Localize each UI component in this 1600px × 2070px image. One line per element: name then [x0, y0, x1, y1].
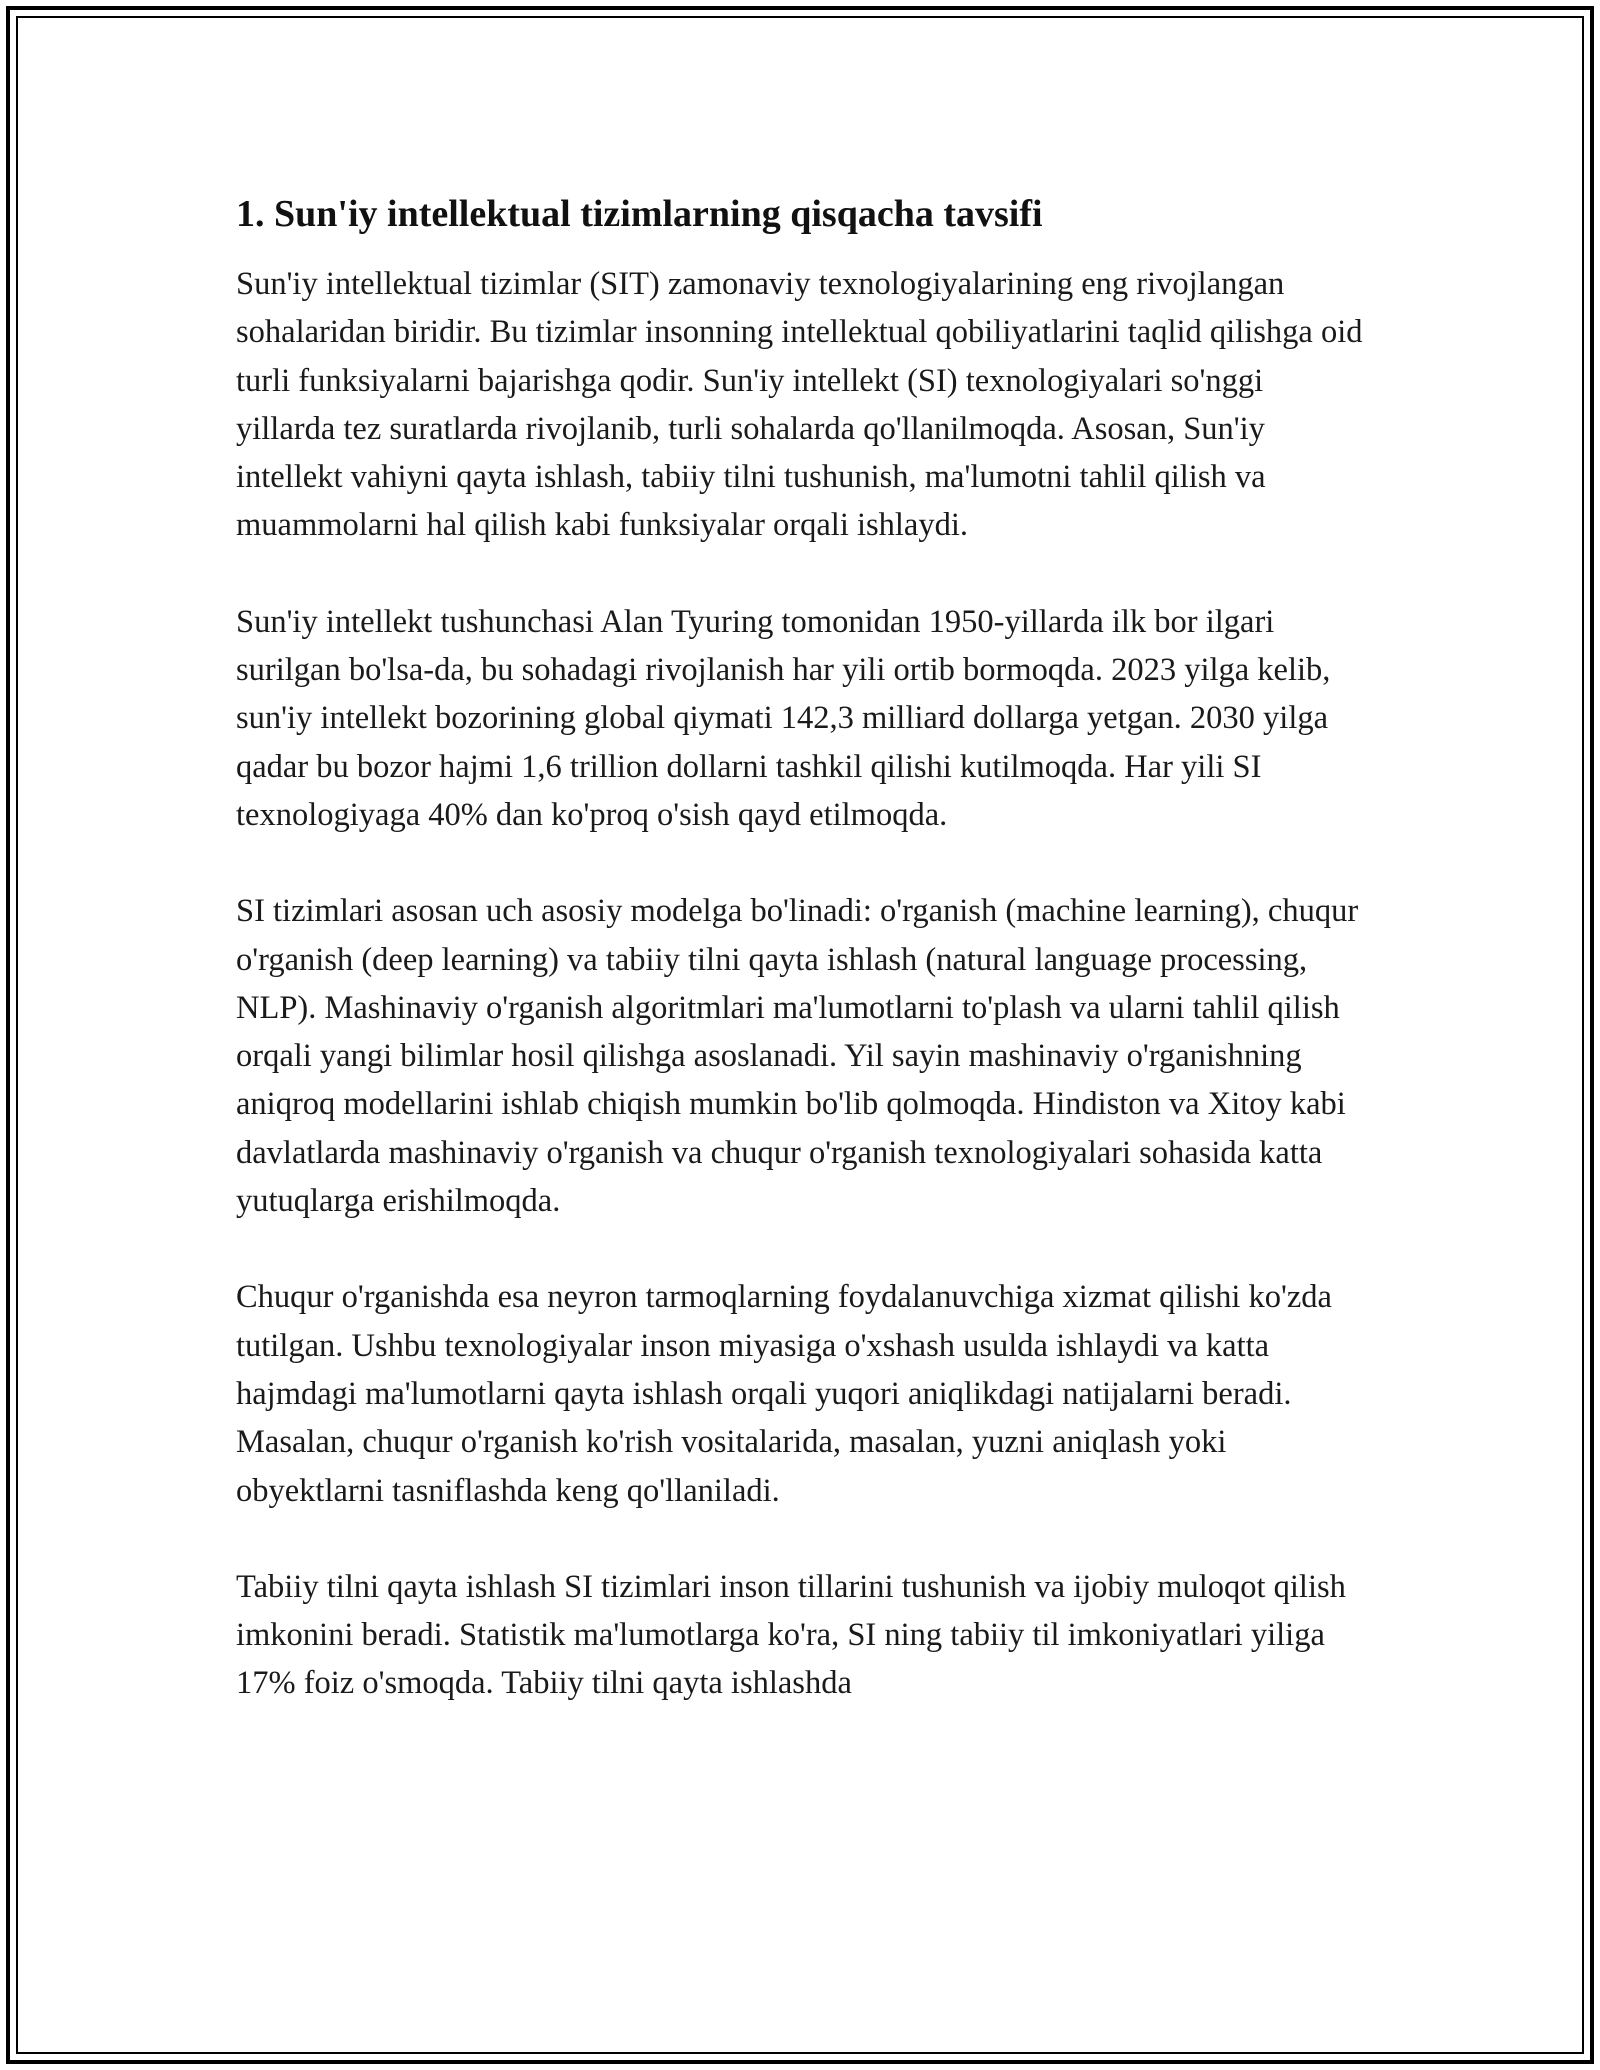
paragraph-5: Tabiiy tilni qayta ishlash SI tizimlari inson tillarini tushunish va ijobiy muloqot qilish imkonini beradi. Statistik ma'lumotlarga ko'ra, SI ning tabiiy til imkoniyatlari yiliga 17% foiz o'smoqda. Tabiiy tilni qayta ishlashda — [236, 1568, 1346, 1702]
section-heading: 1. Sun'iy intellektual tizimlarning qisqacha tavsifi — [236, 193, 1043, 235]
document-content — [236, 190, 1366, 1756]
paragraph-2: Sun'iy intellekt tushunchasi Alan Tyuring tomonidan 1950-yillarda ilk bor ilgari surilgan bo'lsa-da, bu sohadagi rivojlanish har yili ortib bormoqda. 2023 yilga kelib, sun'iy intellekt bozorining global qiymati 142,3 milliard dollarga yetgan. 2030 yilga qadar bu bozor hajmi 1,6 trillion dollarni tashkil qilishi kutilmoqda. Har yili SI texnologiyaga 40% dan ko'proq o'sish qayd etilmoqda. — [236, 603, 1331, 833]
paragraph-3: SI tizimlari asosan uch asosiy modelga bo'linadi: o'rganish (machine learning), chuqur o'rganish (deep learning) va tabiiy tilni qayta ishlash (natural language processing, NLP). Mashinaviy o'rganish algoritmlari ma'lumotlarni to'plash va ularni tahlil qilish orqali yangi bilimlar hosil qilishga asoslanadi. Yil sayin mashinaviy o'rganishning aniqroq modellarini ishlab chiqish mumkin bo'lib qolmoqda. Hindiston va Xitoy kabi davlatlarda mashinaviy o'rganish va chuqur o'rganish texnologiyalari sohasida katta yutuqlarga erishilmoqda. — [236, 893, 1359, 1220]
paragraph-4: Chuqur o'rganishda esa neyron tarmoqlarning foydalanuvchiga xizmat qilishi ko'zda tutilgan. Ushbu texnologiyalar inson miyasiga o'xshash usulda ishlaydi va katta hajmdagi ma'lumotlarni qayta ishlash orqali yuqori aniqlikdagi natijalarni beradi. Masalan, chuqur o'rganish ko'rish vositalarida, masalan, yuzni aniqlash yoki obyektlarni tasniflashda keng qo'llaniladi. — [236, 1279, 1332, 1509]
paragraph-1: Sun'iy intellektual tizimlar (SIT) zamonaviy texnologiyalarining eng rivojlangan sohalaridan biridir. Bu tizimlar insonning intellektual qobiliyatlarini taqlid qilishga oid turli funksiyalarni bajarishga qodir. Sun'iy intellekt (SI) texnologiyalari so'nggi yillarda tez suratlarda rivojlanib, turli sohalarda qo'llanilmoqda. Asosan, Sun'iy intellekt vahiyni qayta ishlash, tabiiy tilni tushunish, ma'lumotni tahlil qilish va muammolarni hal qilish kabi funksiyalar orqali ishlaydi. — [236, 266, 1363, 544]
